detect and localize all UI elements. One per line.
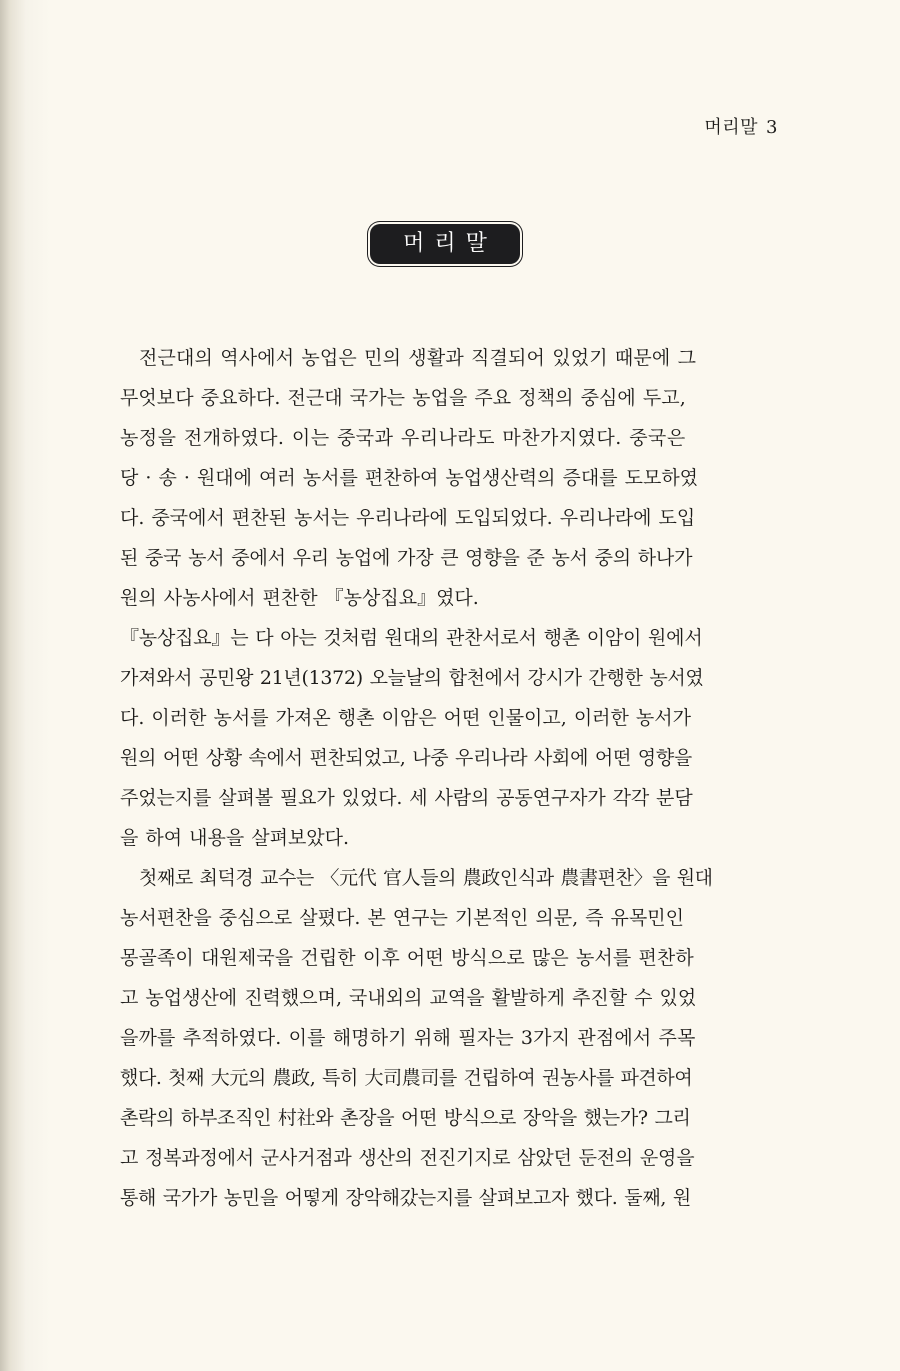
- page-number: 3: [766, 117, 778, 138]
- running-header: [704, 113, 778, 139]
- text-line: 전근대의 역사에서 농업은 민의 생활과 직결되어 있었기 때문에 그: [139, 347, 697, 369]
- text-line: 다. 중국에서 편찬된 농서는 우리나라에 도입되었다. 우리나라에 도입: [120, 507, 696, 529]
- text-line: 을까를 추적하였다. 이를 해명하기 위해 필자는 3가지 관점에서 주목: [120, 1027, 696, 1049]
- text-line: 가져와서 공민왕 21년(1372) 오늘날의 합천에서 강시가 간행한 농서였: [120, 667, 704, 689]
- text-line: 을 하여 내용을 살펴보았다.: [120, 827, 350, 849]
- text-line: 『농상집요』는 다 아는 것처럼 원대의 관찬서로서 행촌 이암이 원에서: [120, 627, 703, 649]
- text-line: 고 농업생산에 진력했으며, 국내외의 교역을 활발하게 추진할 수 있었: [120, 987, 697, 1009]
- running-title: 머리말: [704, 117, 759, 138]
- text-line: 몽골족이 대원제국을 건립한 이후 어떤 방식으로 많은 농서를 편찬하: [120, 947, 694, 969]
- text-line: 원의 사농사에서 편찬한 『농상집요』였다.: [120, 587, 479, 609]
- text-line: 농정을 전개하였다. 이는 중국과 우리나라도 마찬가지였다. 중국은: [120, 427, 686, 449]
- text-line: 다. 이러한 농서를 가져온 행촌 이암은 어떤 인물이고, 이러한 농서가: [120, 707, 691, 729]
- text-line: 원의 어떤 상황 속에서 편찬되었고, 나중 우리나라 사회에 어떤 영향을: [120, 747, 692, 769]
- text-line: 농서편찬을 중심으로 살폈다. 본 연구는 기본적인 의문, 즉 유목민인: [120, 907, 684, 929]
- text-line: 무엇보다 중요하다. 전근대 국가는 농업을 주요 정책의 중심에 두고,: [120, 387, 686, 409]
- text-line: 통해 국가가 농민을 어떻게 장악해갔는지를 살펴보고자 했다. 둘째, 원: [120, 1187, 691, 1209]
- text-line: 당 · 송 · 원대에 여러 농서를 편찬하여 농업생산력의 증대를 도모하였: [120, 467, 699, 489]
- text-line: 주었는지를 살펴볼 필요가 있었다. 세 사람의 공동연구자가 각각 분담: [120, 787, 693, 809]
- text-line: 촌락의 하부조직인 村社와 촌장을 어떤 방식으로 장악을 했는가? 그리: [120, 1107, 691, 1129]
- text-line: 첫째로 최덕경 교수는 〈元代 官人들의 農政인식과 農書편찬〉을 원대: [139, 867, 713, 889]
- text-line: 고 정복과정에서 군사거점과 생산의 전진기지로 삼았던 둔전의 운영을: [120, 1147, 695, 1169]
- text-line: 했다. 첫째 大元의 農政, 특히 大司農司를 건립하여 권농사를 파견하여: [120, 1067, 693, 1089]
- text-line: 된 중국 농서 중에서 우리 농업에 가장 큰 영향을 준 농서 중의 하나가: [120, 547, 693, 569]
- body-text: [120, 338, 780, 1218]
- chapter-title: 머리말: [370, 224, 520, 264]
